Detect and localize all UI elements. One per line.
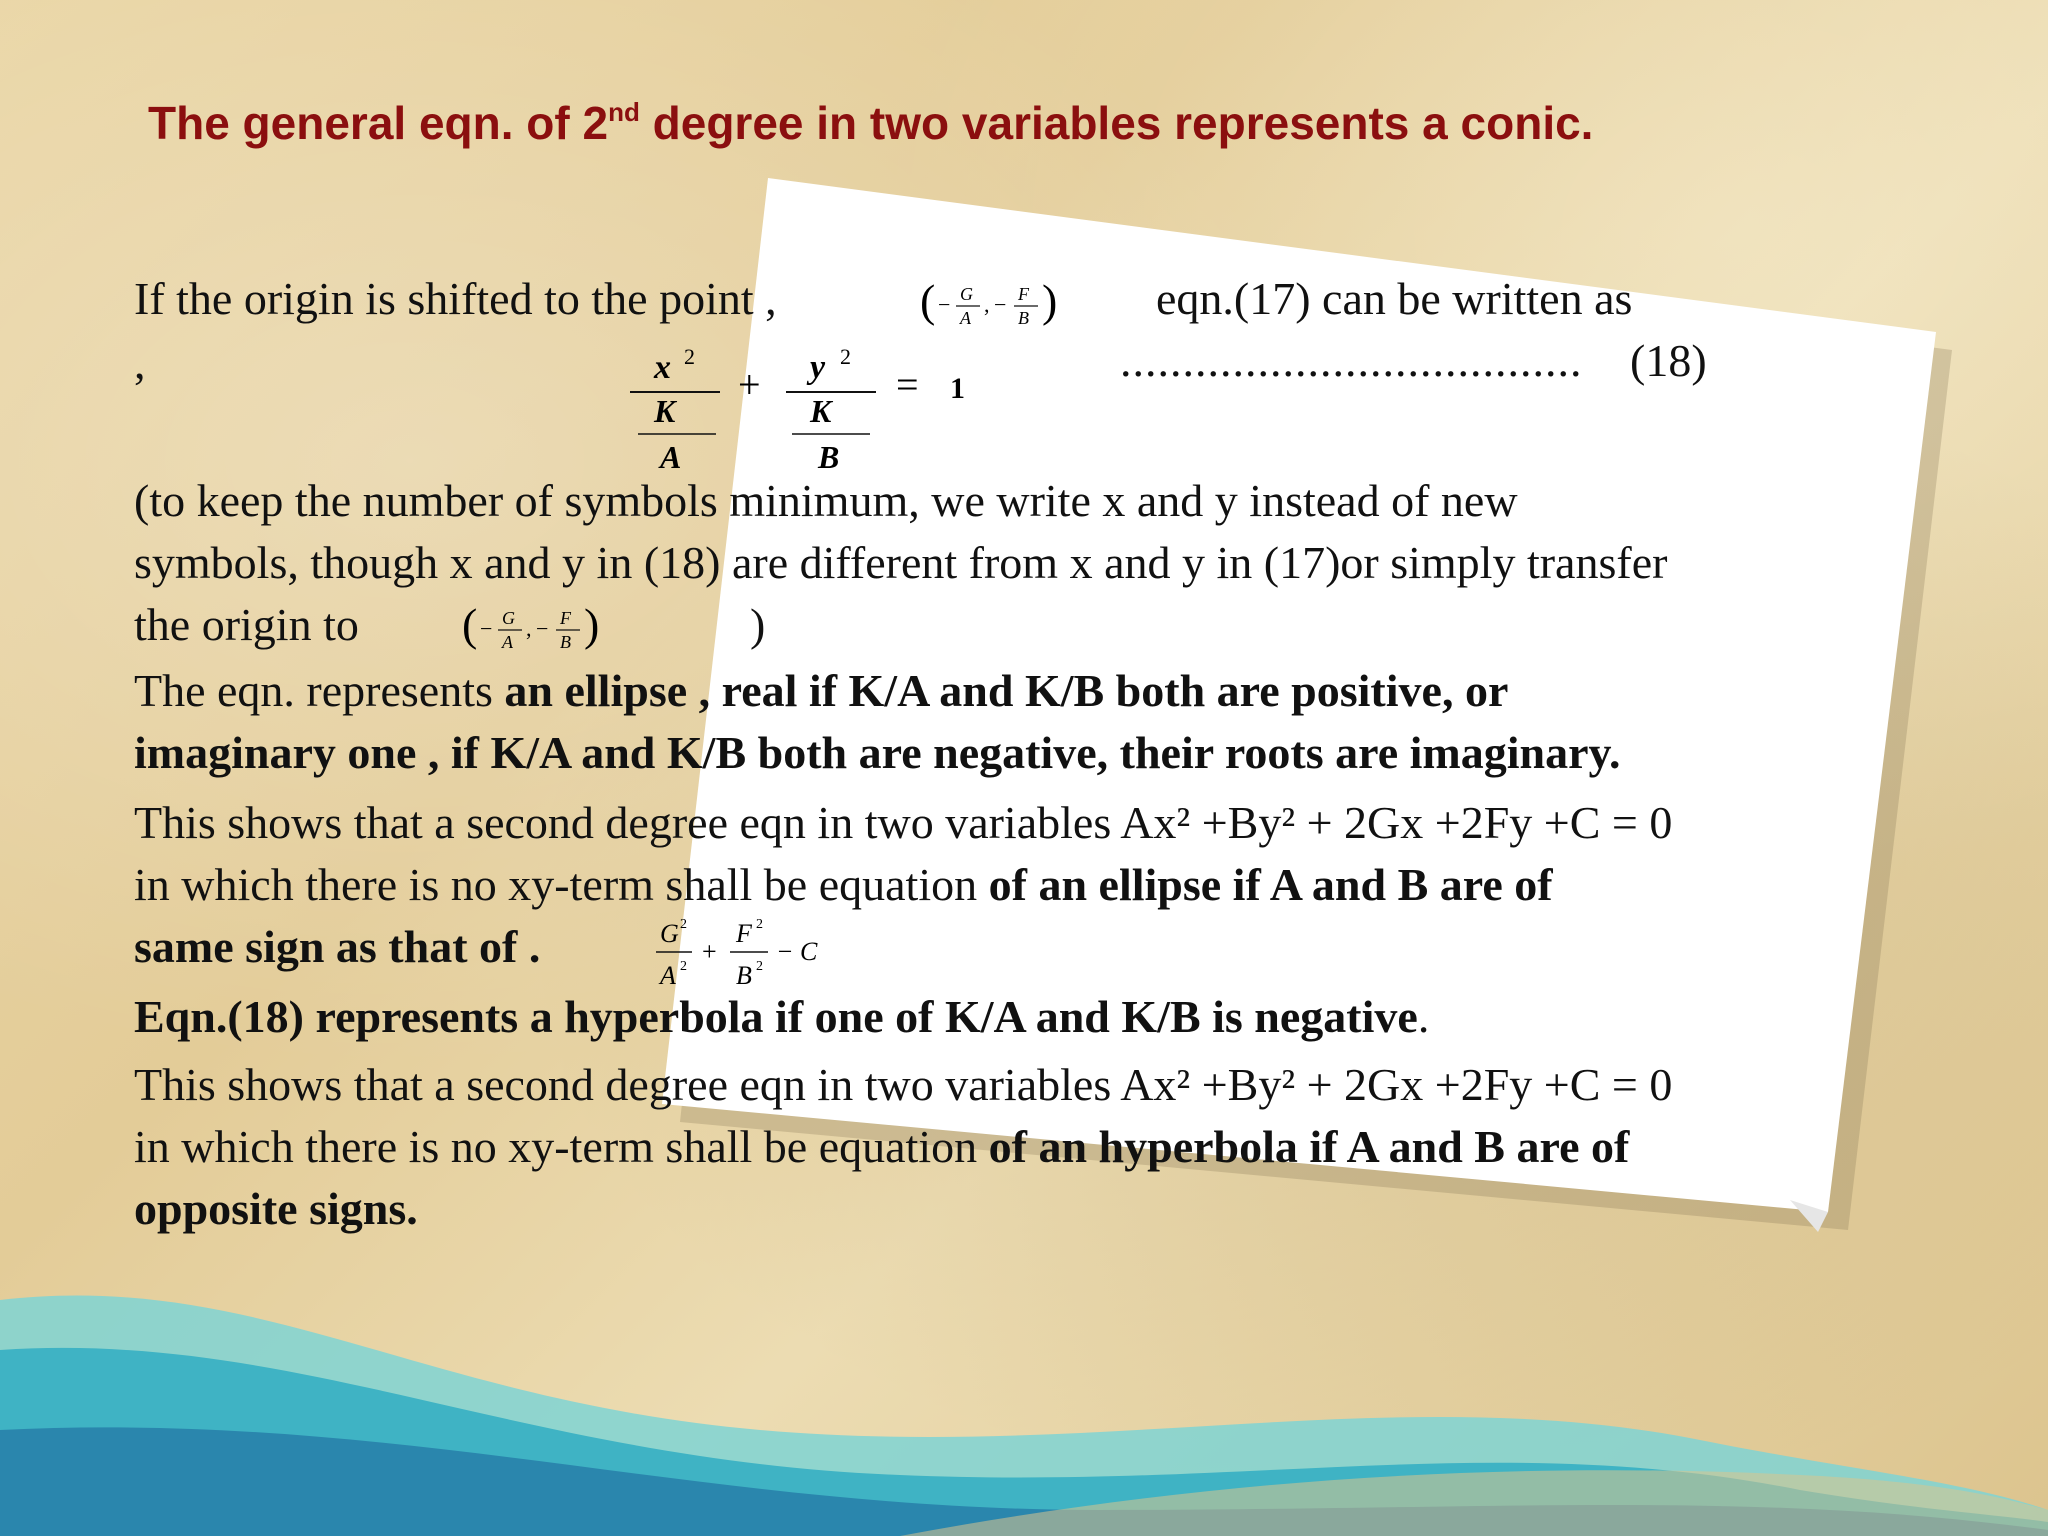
line-ellipse bbox=[134, 665, 1509, 716]
text-bold: of an ellipse if A and B are of bbox=[988, 859, 1553, 910]
line-symbols-note: (to keep the number of symbols minimum, we write x and y instead of new bbox=[134, 475, 1518, 526]
frac-num: F bbox=[1018, 284, 1029, 304]
plus: + bbox=[702, 937, 717, 966]
paren-open: ( bbox=[462, 600, 478, 650]
frac-num: G bbox=[502, 608, 515, 628]
title-text-rest: degree in two variables represents a conic. bbox=[639, 97, 1594, 149]
line-no-xy-term bbox=[134, 859, 1553, 910]
minus: − bbox=[480, 616, 493, 641]
text-bold: an ellipse , real if K/A and K/B both are positive, or bbox=[504, 665, 1509, 716]
text-normal: . bbox=[1417, 991, 1430, 1042]
B-var: B bbox=[736, 961, 752, 990]
minus-C: − C bbox=[776, 937, 818, 966]
slide-title bbox=[148, 96, 1593, 150]
equals: = bbox=[896, 362, 919, 407]
line-origin-to: the origin to bbox=[134, 599, 359, 650]
exponent: 2 bbox=[680, 959, 687, 974]
line-symbols-note-2: symbols, though x and y in (18) are different from x and y in (17)or simply transfer bbox=[134, 537, 1668, 588]
text-normal: in which there is no xy-term shall be equation bbox=[134, 1121, 989, 1172]
paren-open: ( bbox=[920, 276, 936, 326]
exponent: 2 bbox=[840, 344, 851, 369]
exponent: 2 bbox=[756, 917, 763, 932]
K-var: K bbox=[810, 393, 832, 429]
sign-expression bbox=[652, 912, 842, 992]
line-same-sign: same sign as that of . bbox=[134, 921, 541, 972]
text-bold: of an hyperbola if A and B are of bbox=[988, 1121, 1630, 1172]
plus: + bbox=[738, 362, 761, 407]
F-var: F bbox=[736, 919, 752, 948]
frac-den: A bbox=[502, 632, 513, 652]
line-hyperbola bbox=[134, 991, 1430, 1042]
line-imaginary: imaginary one , if K/A and K/B both are negative, their roots are imaginary. bbox=[134, 727, 1621, 778]
one: 1 bbox=[950, 372, 965, 405]
minus: − bbox=[994, 292, 1007, 317]
frac-den: B bbox=[560, 632, 571, 652]
frac-den: A bbox=[960, 308, 971, 328]
G-var: G bbox=[660, 919, 679, 948]
title-text: The general eqn. of 2 bbox=[148, 97, 609, 149]
point-expression-2 bbox=[460, 600, 630, 658]
paren-close: ) bbox=[1042, 276, 1058, 326]
line-opposite-signs: opposite signs. bbox=[134, 1183, 418, 1234]
exponent: 2 bbox=[756, 959, 763, 974]
line-origin-shift: If the origin is shifted to the point , bbox=[134, 273, 777, 324]
line-second-degree: This shows that a second degree eqn in two variables Ax² +By² + 2Gx +2Fy +C = 0 bbox=[134, 797, 1673, 848]
line-second-degree-2: This shows that a second degree eqn in two variables Ax² +By² + 2Gx +2Fy +C = 0 bbox=[134, 1059, 1673, 1110]
minus: − bbox=[938, 292, 951, 317]
line-eqn17: eqn.(17) can be written as bbox=[1156, 273, 1633, 324]
text-normal: The eqn. represents bbox=[134, 665, 505, 716]
comma: , bbox=[526, 616, 532, 641]
K-var: K bbox=[654, 393, 676, 429]
exponent: 2 bbox=[684, 344, 695, 369]
line-no-xy-term-2 bbox=[134, 1121, 1630, 1172]
A-var: A bbox=[660, 439, 682, 475]
title-superscript: nd bbox=[608, 97, 640, 127]
equation-number: (18) bbox=[1630, 335, 1707, 386]
dot-leader: ..................................... bbox=[1120, 335, 1583, 386]
y-var: y bbox=[810, 349, 826, 386]
A-var: A bbox=[660, 961, 676, 990]
frac-num: F bbox=[560, 608, 571, 628]
closing-paren: ) bbox=[750, 599, 766, 650]
minus: − bbox=[536, 616, 549, 641]
x-var: x bbox=[654, 349, 671, 386]
equation-18 bbox=[620, 338, 1060, 478]
point-expression bbox=[918, 276, 1088, 334]
frac-num: G bbox=[960, 284, 973, 304]
wave-decoration bbox=[0, 1260, 2048, 1536]
comma: , bbox=[984, 292, 990, 317]
frac-den: B bbox=[1018, 308, 1029, 328]
paren-close: ) bbox=[584, 600, 600, 650]
exponent: 2 bbox=[680, 917, 687, 932]
text-normal: in which there is no xy-term shall be equation bbox=[134, 859, 989, 910]
B-var: B bbox=[818, 439, 840, 475]
text-bold: Eqn.(18) represents a hyperbola if one of K/A and K/B is negative bbox=[134, 991, 1418, 1042]
comma-text: , bbox=[134, 337, 146, 388]
